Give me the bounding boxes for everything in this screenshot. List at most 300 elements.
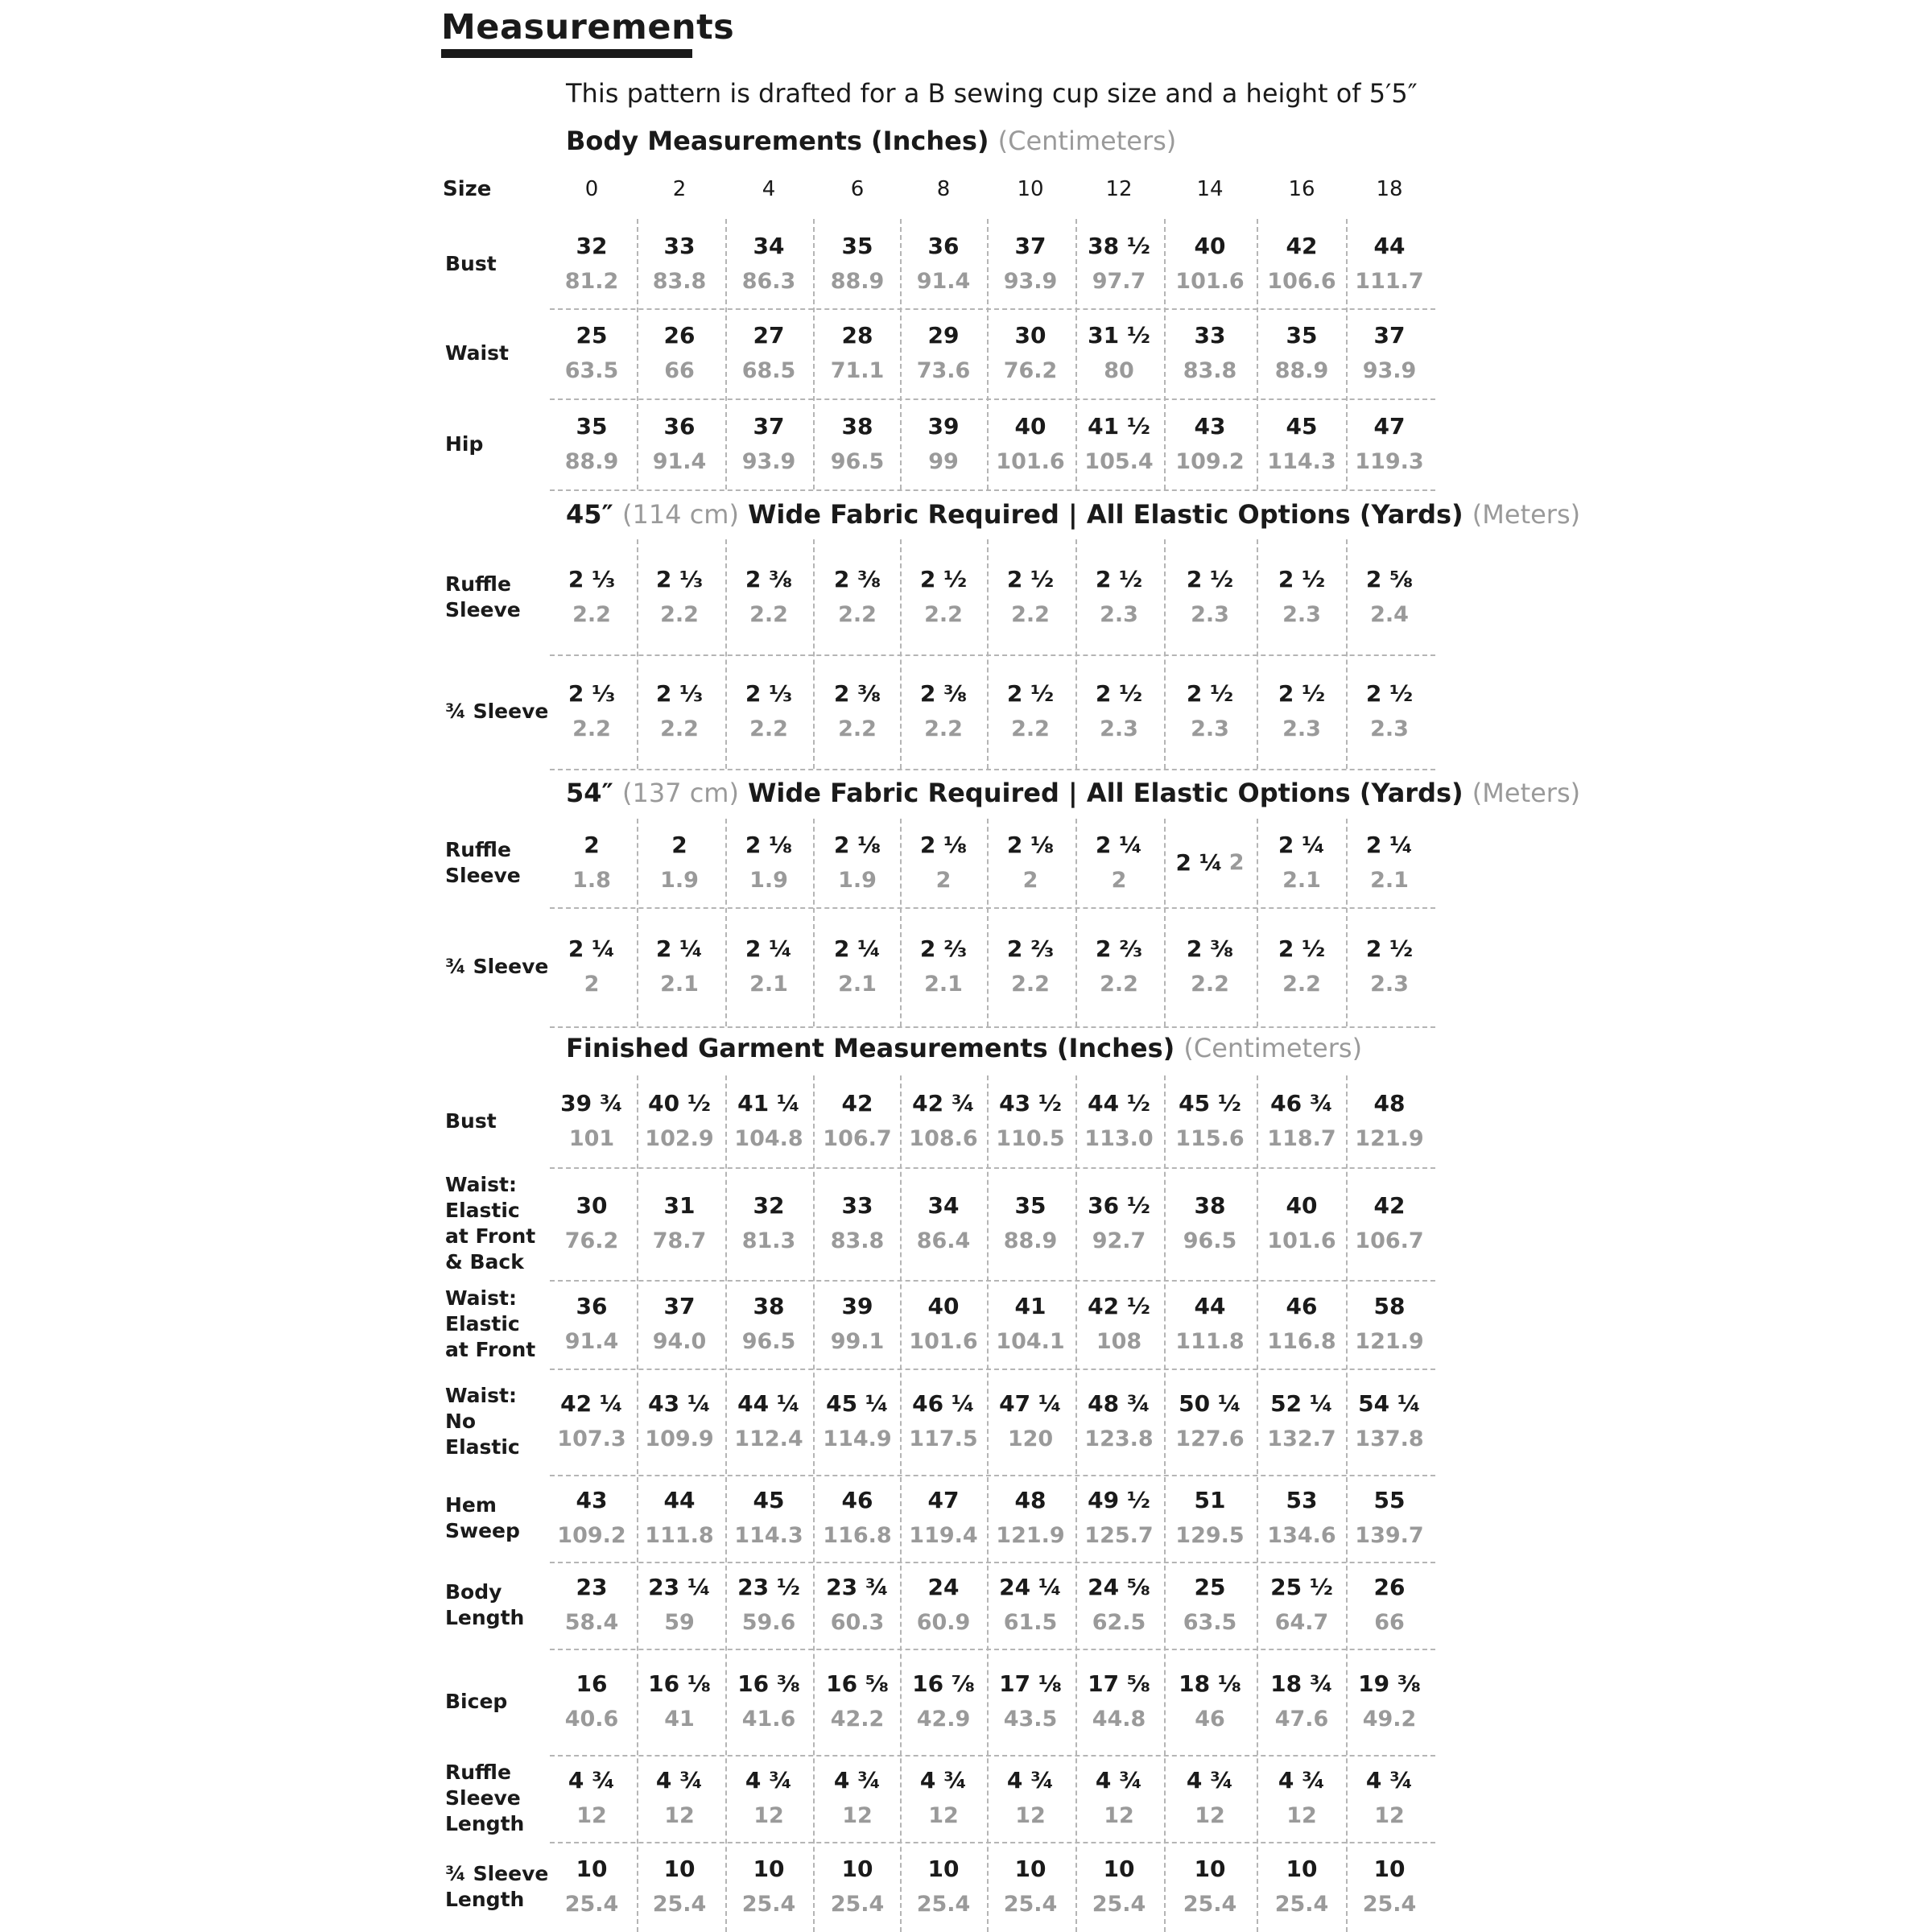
- table-cell: [813, 539, 902, 654]
- table-cell: [1075, 308, 1163, 398]
- value-imperial: 41: [1014, 1293, 1046, 1319]
- value-imperial: 10: [1286, 1856, 1318, 1882]
- value-metric: 2.2: [1100, 972, 1138, 997]
- value-imperial: 24: [927, 1574, 960, 1600]
- table-cell: [1257, 1755, 1346, 1842]
- value-metric: 58.4: [564, 1610, 619, 1635]
- value-metric: 2.1: [838, 972, 877, 997]
- value-imperial: 37: [663, 1293, 696, 1319]
- value-imperial: 10: [753, 1856, 785, 1882]
- table-cell: [1075, 1649, 1163, 1755]
- table-cell: [724, 1075, 813, 1167]
- fabric-54-heading: [566, 776, 1580, 810]
- table-cell: [1166, 1842, 1254, 1932]
- value-imperial: 2 ¼: [655, 935, 704, 962]
- value-metric: 119.4: [909, 1523, 978, 1548]
- value-imperial: 2 ½: [1006, 680, 1055, 707]
- value-imperial: 18 ¾: [1270, 1670, 1333, 1697]
- value-metric: 76.2: [1003, 358, 1058, 383]
- value-imperial: 26: [663, 322, 696, 349]
- table-cell: [899, 1755, 988, 1842]
- table-cell: [547, 219, 636, 308]
- size-header-4: 4: [762, 177, 776, 201]
- table-cell: [1257, 308, 1346, 398]
- value-metric: 25.4: [830, 1892, 885, 1917]
- table-cell: [1257, 1368, 1346, 1475]
- value-imperial: 2 ⅓: [568, 680, 616, 707]
- value-metric: 12: [1195, 1803, 1225, 1828]
- heading-width-cm: (114 cm): [621, 499, 739, 530]
- table-cell: [1075, 654, 1163, 769]
- value-metric: 93.9: [741, 448, 796, 474]
- table-cell: [1257, 1075, 1346, 1167]
- value-imperial: 47 ¼: [999, 1390, 1062, 1417]
- value-metric: 88.9: [564, 448, 619, 474]
- value-imperial: 42 ¾: [912, 1090, 975, 1117]
- value-metric: 66: [664, 358, 695, 383]
- value-metric: 2.2: [924, 716, 963, 741]
- value-imperial: 2 ½: [1278, 680, 1326, 707]
- table-cell: [547, 1842, 636, 1932]
- row-label-text: Ruffle Sleeve: [445, 838, 521, 887]
- value-imperial: 30: [576, 1192, 608, 1219]
- value-metric: 114.3: [734, 1523, 803, 1548]
- value-imperial: 4 ¾: [919, 1767, 968, 1794]
- value-imperial: 2 ⅜: [745, 565, 793, 592]
- size-header-2: 2: [672, 177, 687, 201]
- row-label: [445, 1842, 550, 1932]
- value-metric: 2.2: [660, 716, 699, 741]
- value-imperial: 44 ½: [1088, 1090, 1150, 1117]
- value-imperial: 10: [1103, 1856, 1135, 1882]
- value-imperial: 47: [1373, 412, 1406, 440]
- value-metric: 2.2: [749, 601, 788, 627]
- table-cell: [813, 654, 902, 769]
- table-cell: [1075, 1755, 1163, 1842]
- row-label: [445, 398, 550, 489]
- value-imperial: 2 ¼: [833, 935, 881, 962]
- value-metric: 86.3: [741, 268, 796, 294]
- value-imperial: 45 ¼: [826, 1390, 889, 1417]
- table-cell: [986, 654, 1075, 769]
- value-metric: 2.2: [1011, 601, 1050, 627]
- table-cell: [724, 398, 813, 489]
- table-cell: [1257, 654, 1346, 769]
- value-imperial: 32: [576, 232, 608, 259]
- value-imperial: 2 ½: [919, 565, 968, 592]
- table-cell: [899, 819, 988, 907]
- value-metric: 134.6: [1267, 1523, 1336, 1548]
- table-cell: [1345, 1649, 1434, 1755]
- value-metric: 12: [753, 1803, 784, 1828]
- table-cell: [1257, 398, 1346, 489]
- value-metric: 108.6: [909, 1126, 978, 1151]
- value-imperial: 16 ⅝: [826, 1670, 889, 1697]
- heading-unit: (Centimeters): [997, 126, 1177, 156]
- row-label: [445, 308, 550, 398]
- table-cell: [635, 907, 724, 1026]
- value-metric: 125.7: [1084, 1523, 1154, 1548]
- value-metric: 25.4: [652, 1892, 707, 1917]
- table-cell: [1166, 219, 1254, 308]
- table-cell: [1075, 1167, 1163, 1280]
- table-cell: [1166, 1562, 1254, 1649]
- value-imperial: 4 ¾: [1006, 1767, 1055, 1794]
- value-imperial: 46: [1286, 1293, 1318, 1319]
- value-imperial: 2 ⅜: [1186, 935, 1234, 962]
- size-header-0: 0: [584, 177, 599, 201]
- table-cell: [1166, 907, 1254, 1026]
- value-imperial: 51: [1194, 1487, 1226, 1513]
- table-cell: [1166, 539, 1254, 654]
- row-label-text: ¾ Sleeve: [445, 700, 549, 723]
- table-cell: [635, 398, 724, 489]
- finished-garment-heading: [566, 1031, 1362, 1065]
- table-cell: [635, 1368, 724, 1475]
- table-cell: [635, 819, 724, 907]
- value-imperial: 40: [1286, 1192, 1318, 1219]
- value-imperial: 33: [1194, 322, 1226, 349]
- value-imperial: 2 ⅓: [655, 565, 704, 592]
- table-cell: [986, 819, 1075, 907]
- value-metric: 108: [1096, 1329, 1142, 1354]
- value-metric: 121.9: [996, 1523, 1065, 1548]
- table-cell: [1257, 539, 1346, 654]
- value-imperial: 45: [1286, 412, 1318, 440]
- table-cell: [1166, 1755, 1254, 1842]
- value-metric: 115.6: [1175, 1126, 1245, 1151]
- value-metric: 2.3: [1282, 716, 1321, 741]
- value-metric: 80: [1104, 358, 1134, 383]
- row-label: [445, 819, 550, 907]
- row-label-text: Hem Sweep: [445, 1493, 520, 1542]
- table-cell: [635, 1280, 724, 1368]
- table-cell: [1257, 1842, 1346, 1932]
- value-imperial: 50 ¼: [1179, 1390, 1241, 1417]
- value-imperial: 44: [1194, 1293, 1226, 1319]
- heading-unit: (Meters): [1472, 499, 1581, 530]
- table-cell: [1075, 1075, 1163, 1167]
- value-imperial: 28: [841, 322, 873, 349]
- value-metric: 2.2: [1191, 972, 1229, 997]
- value-imperial: 46 ¾: [1270, 1090, 1333, 1117]
- table-cell: [986, 308, 1075, 398]
- value-imperial: 10: [927, 1856, 960, 1882]
- value-imperial: 43 ¼: [648, 1390, 711, 1417]
- table-cell: [1345, 308, 1434, 398]
- value-metric: 76.2: [564, 1228, 619, 1253]
- table-cell: [899, 654, 988, 769]
- value-imperial: 2 ½: [1006, 565, 1055, 592]
- value-metric: 139.7: [1355, 1523, 1424, 1548]
- table-cell: [547, 1280, 636, 1368]
- table-cell: [724, 308, 813, 398]
- value-metric: 43.5: [1003, 1707, 1058, 1732]
- size-header-6: 6: [850, 177, 865, 201]
- value-imperial: 30: [1014, 322, 1046, 349]
- value-metric: 96.5: [1183, 1228, 1237, 1253]
- value-metric: 88.9: [1003, 1228, 1058, 1253]
- table-cell: [1257, 1475, 1346, 1562]
- table-cell: [986, 1755, 1075, 1842]
- value-metric: 12: [928, 1803, 959, 1828]
- value-imperial: 4 ¾: [1186, 1767, 1234, 1794]
- table-cell: [813, 907, 902, 1026]
- table-cell: [1257, 1167, 1346, 1280]
- table-cell: [813, 1075, 902, 1167]
- table-cell: [724, 219, 813, 308]
- value-imperial: 42: [1286, 232, 1318, 259]
- page-title: Measurements: [441, 7, 735, 47]
- row-label-text: Bicep: [445, 1690, 508, 1713]
- table-cell: [1166, 308, 1254, 398]
- value-imperial: 4 ¾: [655, 1767, 704, 1794]
- table-cell: [724, 1475, 813, 1562]
- value-metric: 2.3: [1370, 972, 1409, 997]
- value-metric: 83.8: [1183, 358, 1237, 383]
- value-metric: 12: [1104, 1803, 1134, 1828]
- table-cell: [899, 539, 988, 654]
- table-cell: [986, 1649, 1075, 1755]
- table-cell: [899, 1649, 988, 1755]
- value-metric: 25.4: [564, 1892, 619, 1917]
- value-metric: 107.3: [557, 1426, 626, 1451]
- value-metric: 101.6: [996, 448, 1065, 474]
- value-imperial: 54 ¼: [1358, 1390, 1421, 1417]
- table-cell: [813, 308, 902, 398]
- value-imperial: 2 ½: [1095, 680, 1143, 707]
- table-cell: [547, 907, 636, 1026]
- value-imperial: 23 ¾: [826, 1574, 889, 1600]
- value-imperial: 53: [1286, 1487, 1318, 1513]
- value-imperial: 23 ¼: [648, 1574, 711, 1600]
- value-metric: 113.0: [1084, 1126, 1154, 1151]
- value-imperial: 4 ¾: [833, 1767, 881, 1794]
- value-metric: 2: [1022, 868, 1038, 893]
- value-metric: 2: [1111, 868, 1127, 893]
- table-cell: [724, 1755, 813, 1842]
- table-cell: [899, 1475, 988, 1562]
- table-cell: [1257, 907, 1346, 1026]
- value-imperial: 42 ¼: [560, 1390, 623, 1417]
- value-imperial: 2 ⅜: [833, 565, 881, 592]
- row-divider: [550, 769, 1435, 770]
- table-cell: [986, 539, 1075, 654]
- value-imperial: 34: [753, 232, 785, 259]
- value-metric: 99.1: [830, 1329, 885, 1354]
- table-cell: [547, 308, 636, 398]
- table-cell: [724, 1562, 813, 1649]
- table-cell: [986, 1167, 1075, 1280]
- table-cell: [1166, 1167, 1254, 1280]
- table-cell: [899, 907, 988, 1026]
- value-metric: 49.2: [1362, 1707, 1417, 1732]
- value-imperial: 23: [576, 1574, 608, 1600]
- table-cell: [1257, 1280, 1346, 1368]
- value-metric: 25.4: [741, 1892, 796, 1917]
- value-metric: 114.9: [823, 1426, 892, 1451]
- value-imperial: 2 ¼: [1365, 832, 1414, 858]
- value-metric: 1.9: [749, 868, 788, 893]
- table-cell: [635, 1475, 724, 1562]
- value-metric: 83.8: [652, 268, 707, 294]
- table-cell: [813, 1842, 902, 1932]
- table-cell: [1166, 1368, 1254, 1475]
- value-metric: 97.7: [1092, 268, 1146, 294]
- value-imperial: 24 ⅝: [1088, 1574, 1150, 1600]
- table-cell: [1257, 819, 1346, 907]
- value-imperial: 2 ⅜: [833, 680, 881, 707]
- table-cell: [1345, 1755, 1434, 1842]
- row-label: [445, 539, 550, 654]
- row-label-text: Waist: Elastic at Front & Back: [445, 1173, 536, 1274]
- value-metric: 42.9: [916, 1707, 971, 1732]
- value-imperial: 35: [841, 232, 873, 259]
- row-label: [445, 654, 550, 769]
- value-metric: 101.6: [909, 1329, 978, 1354]
- value-imperial: 34: [927, 1192, 960, 1219]
- table-cell: [547, 1562, 636, 1649]
- table-cell: [547, 1649, 636, 1755]
- row-label: [445, 1280, 550, 1368]
- value-metric: 88.9: [1274, 358, 1329, 383]
- table-cell: [899, 1842, 988, 1932]
- table-cell: [1166, 1280, 1254, 1368]
- table-cell: [724, 539, 813, 654]
- value-metric: 116.8: [1267, 1329, 1336, 1354]
- value-metric: 2.2: [572, 716, 611, 741]
- value-metric: 1.8: [572, 868, 611, 893]
- intro-text: This pattern is drafted for a B sewing cup size and a height of 5′5″: [566, 78, 1418, 109]
- value-imperial: 42 ½: [1088, 1293, 1150, 1319]
- table-cell: [1075, 219, 1163, 308]
- value-metric: 121.9: [1355, 1126, 1424, 1151]
- row-label-text: Ruffle Sleeve: [445, 572, 521, 621]
- value-metric: 109.2: [557, 1523, 626, 1548]
- value-metric: 2.1: [924, 972, 963, 997]
- value-metric: 60.9: [916, 1610, 971, 1635]
- heading-unit: (Centimeters): [1183, 1033, 1363, 1063]
- value-metric: 111.8: [645, 1523, 714, 1548]
- value-imperial: 10: [841, 1856, 873, 1882]
- table-cell: [1166, 819, 1254, 907]
- value-imperial: 2 ⅛: [745, 832, 793, 858]
- value-metric: 2.2: [572, 601, 611, 627]
- value-imperial: 16: [576, 1670, 608, 1697]
- value-metric: 12: [1286, 1803, 1317, 1828]
- value-imperial: 10: [1194, 1856, 1226, 1882]
- value-metric: 114.3: [1267, 448, 1336, 474]
- value-metric: 91.4: [652, 448, 707, 474]
- table-cell: [724, 1842, 813, 1932]
- value-imperial: 10: [1373, 1856, 1406, 1882]
- heading-main: Finished Garment Measurements (Inches): [566, 1033, 1175, 1063]
- value-metric: 99: [928, 448, 959, 474]
- value-metric: 81.2: [564, 268, 619, 294]
- row-label-text: ¾ Sleeve Length: [445, 1862, 549, 1911]
- row-label-text: Hip: [445, 431, 484, 456]
- value-imperial: 39 ¾: [560, 1090, 623, 1117]
- value-imperial: 40: [927, 1293, 960, 1319]
- title-underline: [441, 49, 692, 58]
- value-imperial: 35: [576, 412, 608, 440]
- value-metric: 101: [568, 1126, 615, 1151]
- table-cell: [635, 1649, 724, 1755]
- value-imperial: 4 ¾: [568, 1767, 616, 1794]
- table-cell: [724, 1167, 813, 1280]
- row-label: [445, 1167, 550, 1280]
- value-imperial: 35: [1286, 322, 1318, 349]
- value-imperial: 37: [753, 412, 785, 440]
- value-imperial: 42: [1373, 1192, 1406, 1219]
- value-metric: 2: [584, 972, 600, 997]
- table-cell: [724, 907, 813, 1026]
- row-label-text: ¾ Sleeve: [445, 955, 549, 978]
- value-metric: 81.3: [741, 1228, 796, 1253]
- value-metric: 47.6: [1274, 1707, 1329, 1732]
- value-imperial: 44 ¼: [737, 1390, 800, 1417]
- value-imperial: 37: [1373, 322, 1406, 349]
- value-imperial: 2 ⅛: [1006, 832, 1055, 858]
- row-label-text: Ruffle Sleeve Length: [445, 1761, 525, 1835]
- row-label-text: Waist: No Elastic: [445, 1384, 520, 1459]
- value-metric: 101.6: [1267, 1228, 1336, 1253]
- value-imperial: 2 ⅔: [919, 935, 968, 962]
- row-label: [445, 1075, 550, 1167]
- table-cell: [724, 654, 813, 769]
- value-metric: 2.2: [1011, 716, 1050, 741]
- table-cell: [1166, 398, 1254, 489]
- table-cell: [899, 398, 988, 489]
- row-label: [445, 907, 550, 1026]
- value-metric: 120: [1007, 1426, 1054, 1451]
- heading-unit: (Meters): [1472, 778, 1581, 808]
- value-imperial: 41 ½: [1088, 412, 1150, 440]
- value-imperial: 2 ¼: [1278, 832, 1326, 858]
- value-metric: 41.6: [741, 1707, 796, 1732]
- value-imperial: 33: [841, 1192, 873, 1219]
- value-imperial: 2 ¼: [745, 935, 793, 962]
- value-imperial: 4 ¾: [1365, 1767, 1414, 1794]
- value-imperial: 48 ¾: [1088, 1390, 1150, 1417]
- value-imperial: 2 ½: [1278, 935, 1326, 962]
- value-imperial: 16 ⅞: [912, 1670, 975, 1697]
- table-cell: [1345, 1368, 1434, 1475]
- value-metric: 102.9: [645, 1126, 714, 1151]
- value-metric: 110.5: [996, 1126, 1065, 1151]
- value-metric: 2.3: [1100, 601, 1138, 627]
- table-cell: [1075, 907, 1163, 1026]
- value-imperial: 38: [1194, 1192, 1226, 1219]
- row-label: [445, 1475, 550, 1562]
- table-cell: [724, 1368, 813, 1475]
- value-metric: 60.3: [830, 1610, 885, 1635]
- table-cell: [1345, 539, 1434, 654]
- value-metric: 64.7: [1274, 1610, 1329, 1635]
- value-metric: 73.6: [916, 358, 971, 383]
- body-measurements-heading: [566, 124, 1176, 158]
- value-imperial: 25: [1194, 1574, 1226, 1600]
- row-label-text: Waist: [445, 341, 509, 365]
- value-imperial: 45 ½: [1179, 1090, 1241, 1117]
- table-cell: [986, 1842, 1075, 1932]
- table-cell: [986, 1280, 1075, 1368]
- value-metric: 96.5: [830, 448, 885, 474]
- fabric-45-heading: [566, 497, 1580, 531]
- value-metric: 2: [935, 868, 952, 893]
- value-metric: 59: [664, 1610, 695, 1635]
- row-label-text: Waist: Elastic at Front: [445, 1286, 536, 1361]
